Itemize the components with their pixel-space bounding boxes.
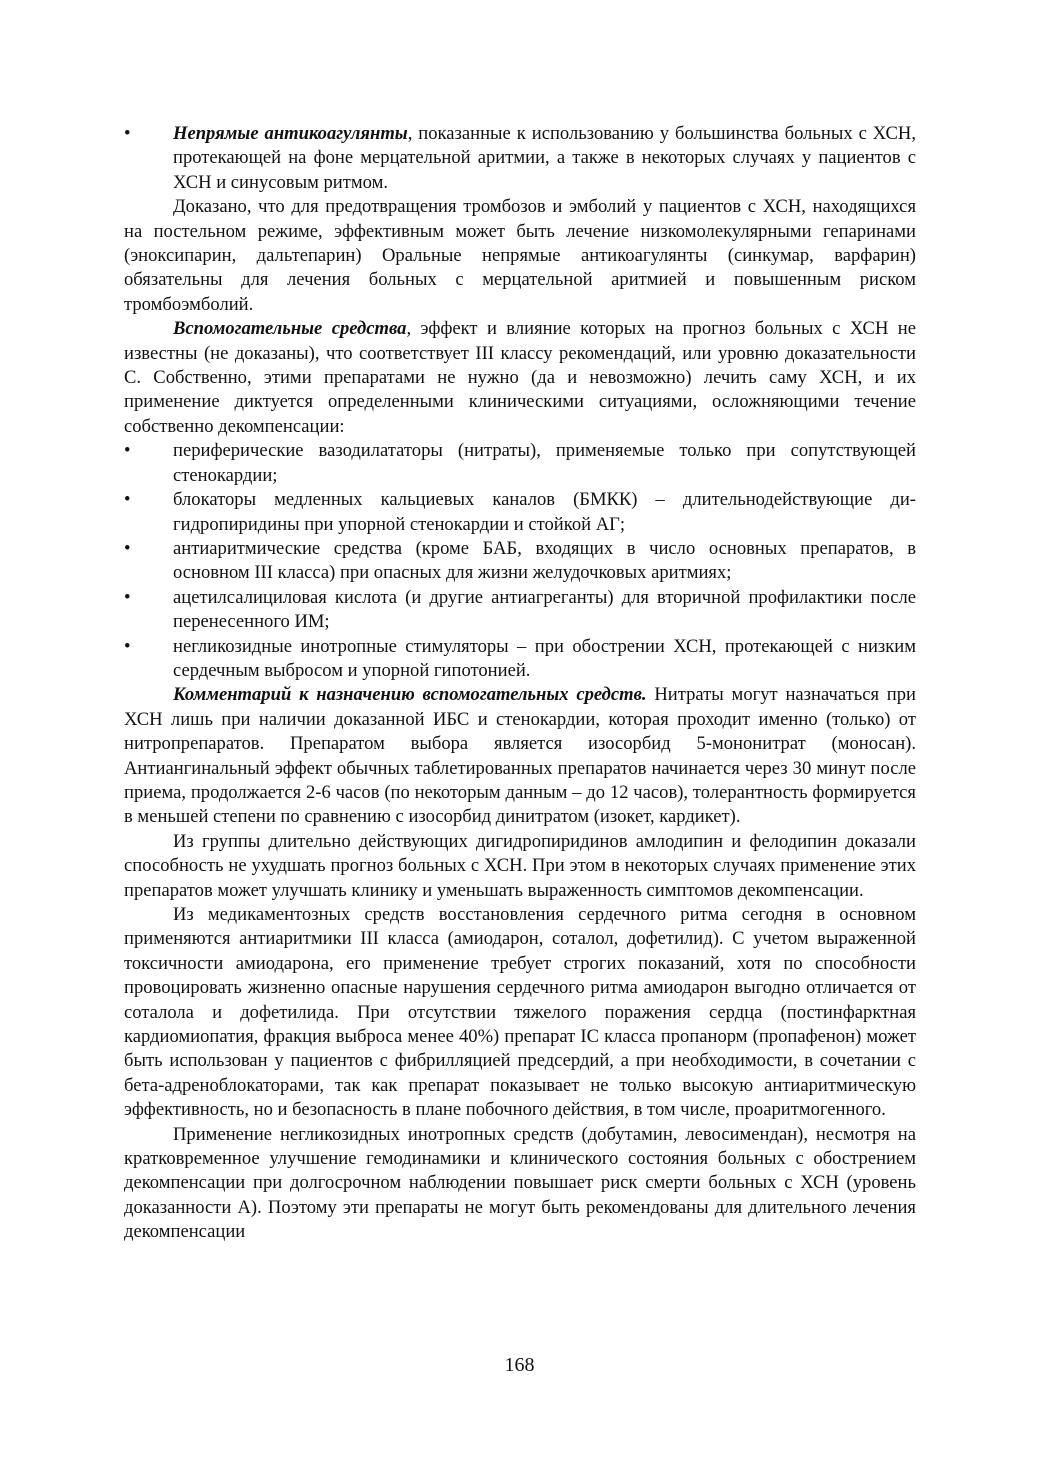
bullet-text: ацетилсалициловая кислота (и другие антиагреганты) для вторичной профилактики после перенесенного ИМ;: [173, 586, 916, 633]
bullet-text: негликозидные инотропные стимуляторы – при обострении ХСН, протекающей с низким сердечным выбросом и упорной гипотонией.: [173, 635, 916, 681]
bullet-item-aspirin: [124, 586, 916, 635]
paragraph-thrombosis-prevention: Доказано, что для предотвращения тромбозов и эмболий у пациентов с ХСН, находящихся на постельном режиме, эффективным может быть лечение низкомолекулярными гепаринами (эноксипарин, дальтепарин) Оральные непрямые антикоагулянты (синкумар, варфарин) обязательны для лечения больных с мерцательной аритмией и повышенным риском тромбоэмболий.: [124, 196, 916, 315]
bullet-text: блокаторы медленных кальциевых каналов (БМКК) – длительнодействующие дигидропиридины при упорной стенокардии и стойкой АГ;: [173, 489, 916, 535]
bullet-item-anticoagulants: [124, 122, 916, 195]
bullet-marker: •: [124, 440, 131, 462]
paragraph-commentary: [124, 683, 916, 829]
paragraph-body: , эффект и влияние которых на прогноз больных с ХСН не известны (не доказаны), что соответствует III классу рекомендаций, или уровню доказательности С. Собственно, этими препаратами не нужно (да и невозможно) лечить саму ХСН, и их применение диктуется определенными клиническими ситуациями, осложняющими течение собственно декомпенсации:: [124, 318, 916, 437]
bullet-item-calcium-channel-blockers: [124, 488, 916, 537]
paragraph-lead: Комментарий к назначению вспомогательных средств.: [173, 684, 647, 706]
bullet-marker: •: [124, 123, 131, 144]
bullet-marker: •: [124, 537, 131, 559]
paragraph-lead: Вспомогательные средства: [173, 318, 407, 340]
bullet-marker: •: [124, 586, 131, 608]
bullet-lead: Непрямые антикоагулянты: [173, 123, 408, 144]
bullet-item-inotropic-stimulators: [124, 635, 916, 684]
bullet-marker: •: [124, 635, 131, 657]
paragraph-auxiliary-agents: [124, 317, 916, 439]
bullet-body: , показанные к использованию у большинства больных с ХСН, протекающей на фоне мерцательной аритмии, а также в некоторых случаях у пациентов с ХСН и синусовым ритмом.: [173, 123, 917, 193]
paragraph-non-glycoside-inotropes: Применение негликозидных инотропных средств (добутамин, левосимендан), несмотря на кратковременное улучшение гемодинамики и клинического состояния больных с обострением декомпенсации при долгосрочном наблюдении повышает риск смерти больных с ХСН (уровень доказанности А). Поэтому эти препараты не могут быть рекомендованы для длительного лечения декомпенсации: [124, 1123, 916, 1243]
page-body: [124, 122, 916, 1245]
bullet-text: [173, 122, 916, 195]
paragraph-rhythm-restoration: Из медикаментозных средств восстановления сердечного ритма сегодня в основном применяются антиаритмики III класса (амиодарон, соталол, дофетилид). С учетом выраженной токсичности амиодарона, его применение требует строгих показаний, хотя по способности провоцировать жизненно опасные нарушения сердечного ритма амиодарон выгодно отличается от соталола и дофетилида. При отсутствии тяжелого поражения сердца (постинфарктная кардиомиопатия, фракция выброса менее 40%) препарат IС класса пропанорм (пропафенон) может быть использован у пациентов с фибрилляцией предсердий, а при необходимости, в сочетании с бета-адреноблокаторами, так как препарат показывает не только высокую антиаритмическую эффективность, но и безопасность в плане побочного действия, в том числе, проаритмогенного.: [124, 904, 916, 1121]
paragraph-body: Нитраты могут назначаться при ХСН лишь при наличии доказанной ИБС и стенокардии, которая проходит именно (только) от нитропрепаратов. Препаратом выбора является изосорбид 5-мононитрат (моносан). Антиангинальный эффект обычных таблетированных препаратов начинается через 30 минут после приема, продолжается 2-6 часов (по некоторым данным – до 12 часов), толерантность формируется в меньшей степени по сравнению с изосорбид динитратом (изокет, кардикет).: [124, 684, 916, 828]
page-number: 168: [504, 1354, 535, 1376]
bullet-text: антиаритмические средства (кроме БАБ, входящих в число основных препаратов, в основном III класса) при опасных для жизни желудочковых аритмиях;: [173, 537, 916, 584]
paragraph-dihydropyridines: Из группы длительно действующих дигидропиридинов амлодипин и фелодипин доказали способность не ухудшать прогноз больных с ХСН. При этом в некоторых случаях применение этих препаратов может улучшать клинику и уменьшать выраженность симптомов декомпенсации.: [124, 830, 916, 901]
bullet-text: периферические вазодилататоры (нитраты), применяемые только при сопутствующей стенокардии;: [173, 440, 916, 486]
bullet-marker: •: [124, 489, 131, 511]
bullet-item-vasodilators: [124, 439, 916, 488]
bullet-item-antiarrhythmics: [124, 537, 916, 586]
